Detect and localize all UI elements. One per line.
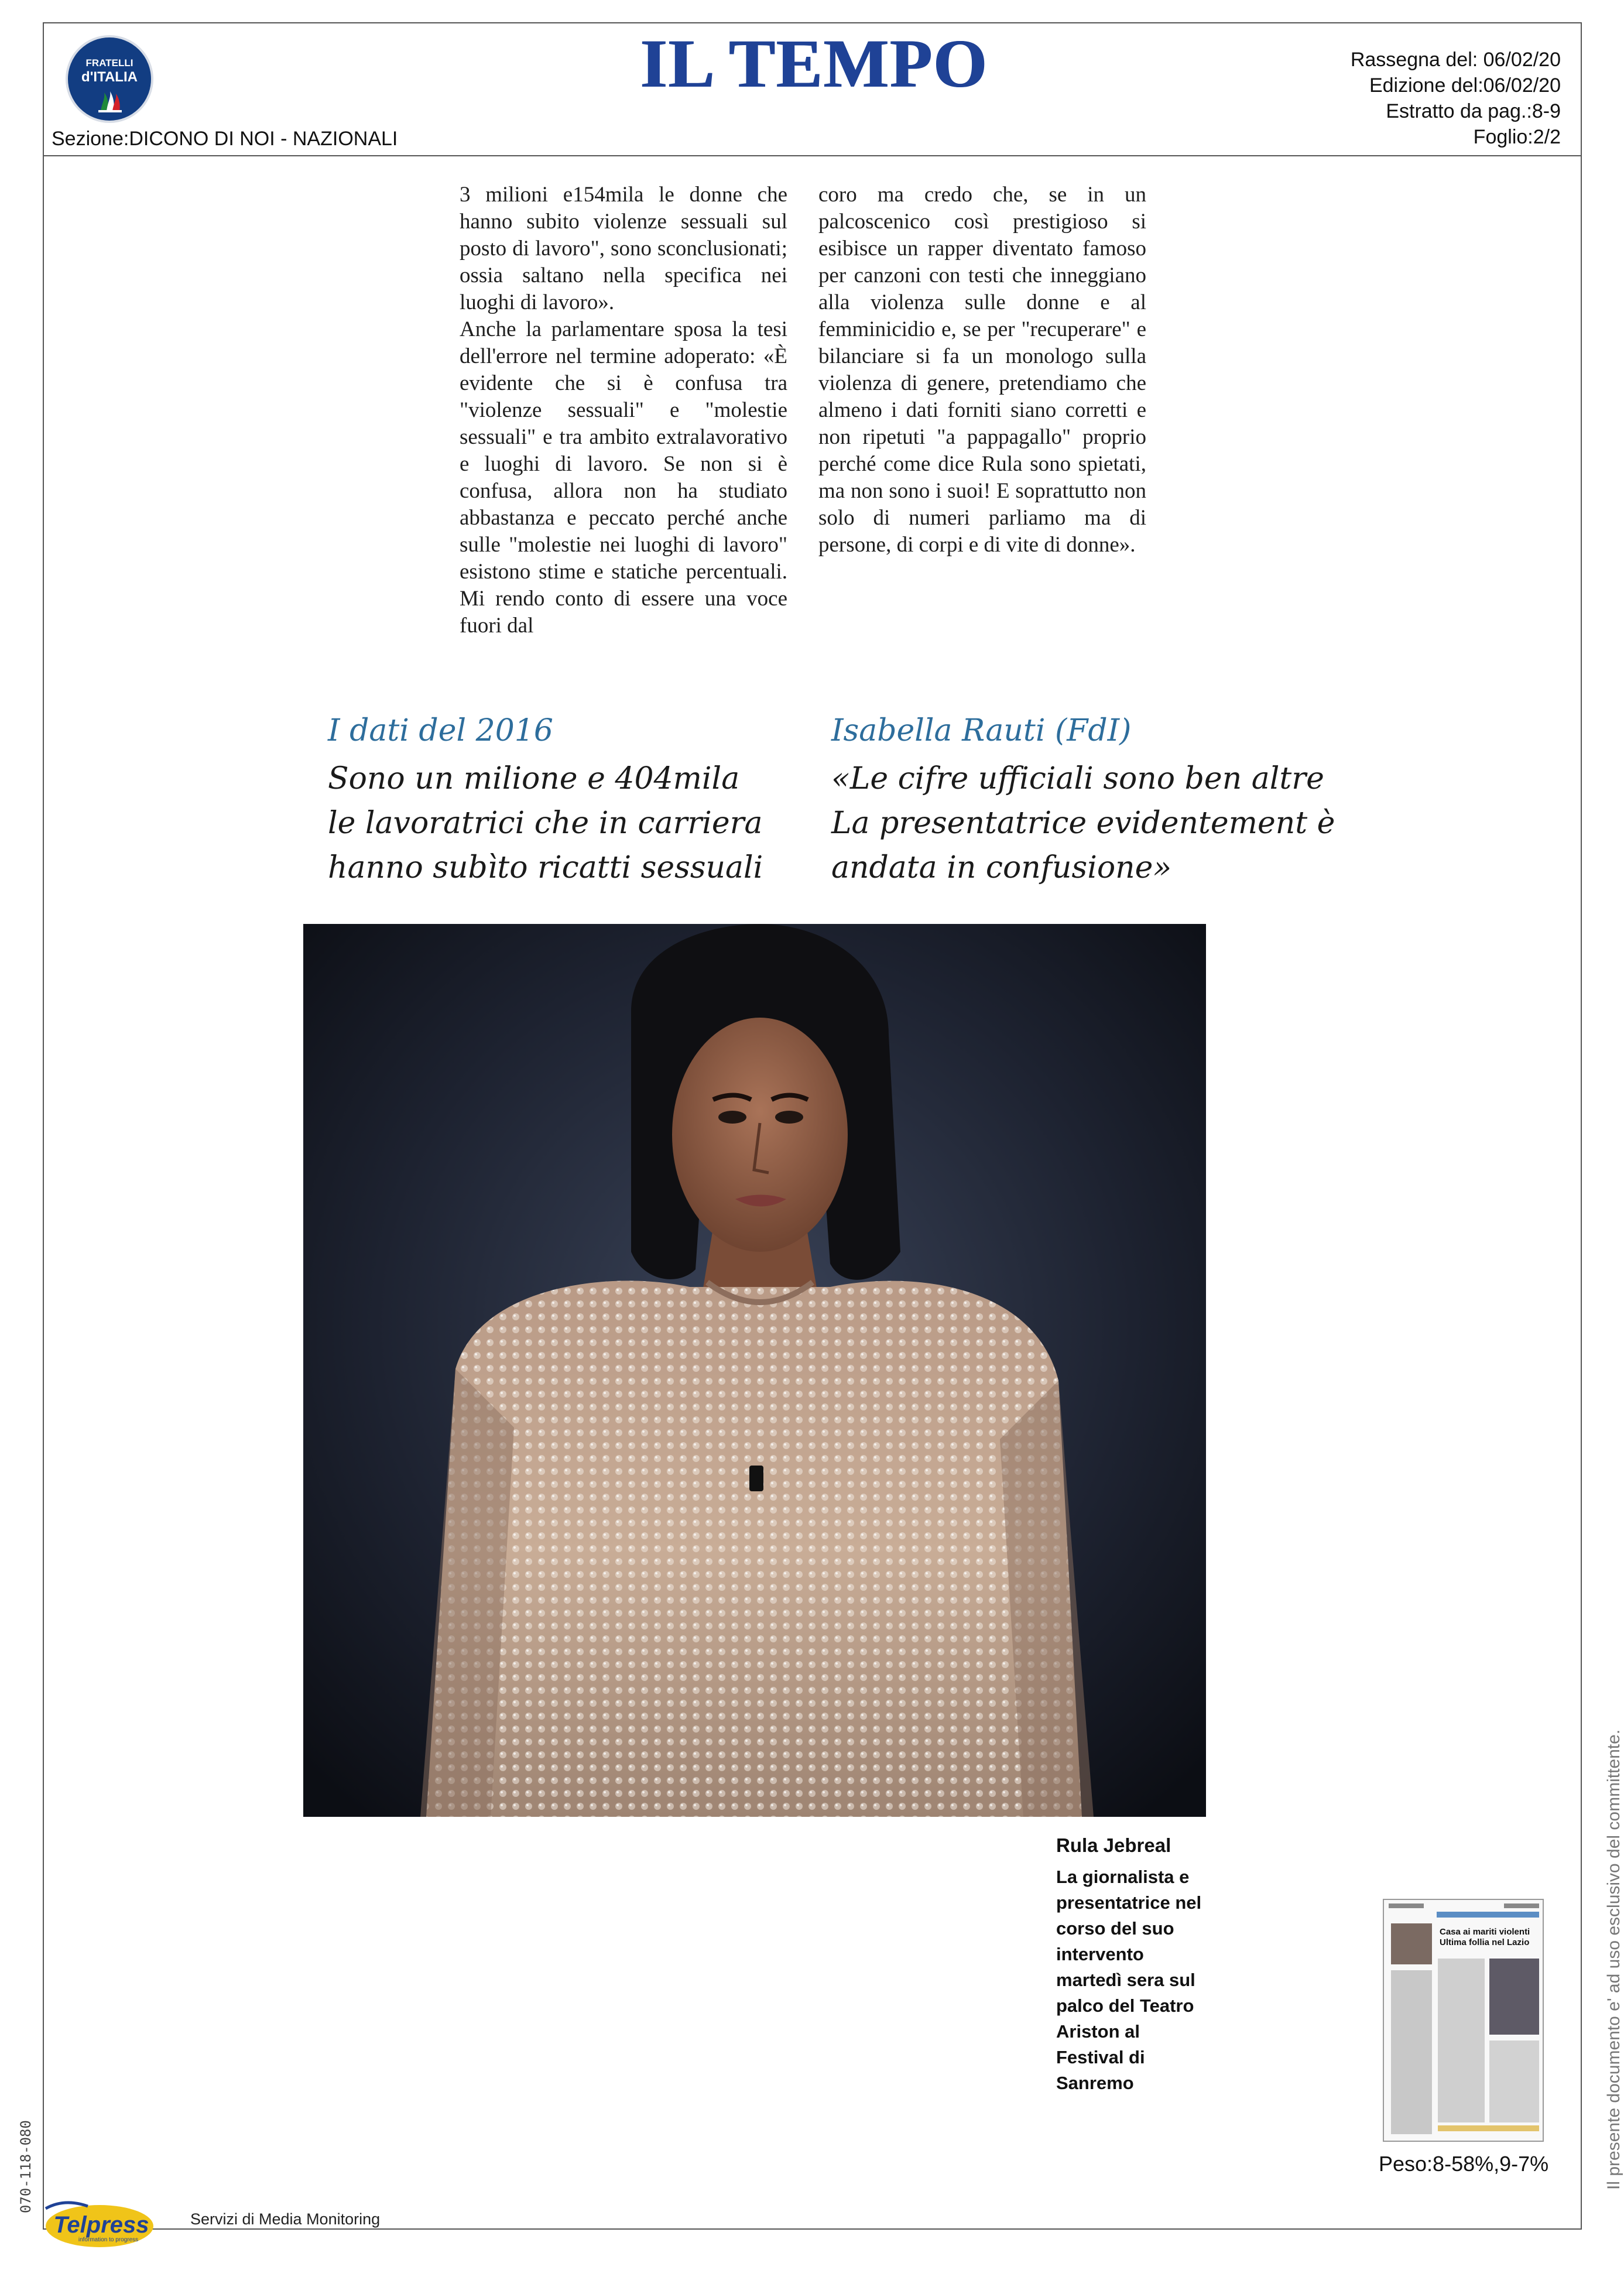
pullquote-line: hanno subìto ricatti sessuali [328, 850, 763, 885]
pullquote-left-kicker: I dati del 2016 [328, 713, 553, 748]
pullquote-line: La presentatrice evidentement è [831, 806, 1335, 841]
thumbnail-headline: Casa ai mariti violenti Ultima follia nel Lazio [1440, 1927, 1530, 1947]
pullquote-left [328, 756, 763, 890]
presenter-photo-illustration [303, 924, 1206, 1817]
telpress-brand: Telpress [53, 2212, 149, 2238]
pullquote-right [831, 756, 1335, 890]
article-paragraph: Anche la parlamentare sposa la tesi dell'errore nel termine adoperato: «È evidente che si è confusa tra "violenze sessuali" e "molestie sessuali" e tra ambito extralavorativo e luoghi di lavoro. Se non si è confusa, allora non ha studiato abbastanza e peccato perché anche sulle "molestie nei luoghi di lavoro" esistono stime e statiche percentuali. Mi rendo conto di essere una voce fuori dal [460, 317, 787, 638]
caption-name: Rula Jebreal [1056, 1834, 1171, 1856]
foglio-count: Foglio:2/2 [1473, 126, 1561, 148]
article-photo [303, 924, 1206, 1817]
logo-line2: d'ITALIA [81, 69, 138, 85]
article-paragraph: coro ma credo che, se in un palcoscenico così prestigioso si esibisce un rapper diventato famoso per canzoni con testi che inneggiano alla violenza sulle donne e al femminicidio e, se per "recuperare" e bilanciare si fa un monologo sulla violenza di genere, pretendiamo che almeno i dati forniti siano corretti e non ripetuti "a pappagallo" proprio perché come dice Rula sono spietati, ma non sono i suoi! E soprattutto non solo di numeri parliamo ma di persone, di corpi e di vite di donne». [818, 183, 1146, 557]
tricolor-flame-icon [96, 91, 124, 112]
newspaper-masthead: IL TEMPO [639, 25, 988, 102]
pullquote-line: «Le cifre ufficiali sono ben altre [831, 761, 1324, 796]
fratelli-ditalia-logo [66, 35, 153, 123]
edizione-date: Edizione del:06/02/20 [1369, 74, 1561, 97]
usage-notice: Il presente documento e' ad uso esclusivo del committente. [1604, 1729, 1623, 2190]
article-column-1 [460, 182, 787, 639]
estratto-pages: Estratto da pag.:8-9 [1386, 100, 1561, 122]
pullquote-line: le lavoratrici che in carriera [328, 806, 763, 841]
pullquote-line: Sono un milione e 404mila [328, 761, 740, 796]
article-paragraph: 3 milioni e154mila le donne che hanno subito violenze sessuali sul posto di lavoro", sono sconclusionati; ossia saltano nella specifica nei luoghi di lavoro». [460, 183, 787, 314]
caption-text: La giornalista e presentatrice nel corso del suo intervento martedì sera sul palco del Teatro Ariston al Festival di Sanremo [1056, 1867, 1202, 2093]
article-column-2 [818, 182, 1146, 559]
page-thumbnail[interactable] [1383, 1899, 1544, 2142]
peso-label: Peso:8-58%,9-7% [1379, 2152, 1549, 2176]
review-metadata [1351, 47, 1561, 150]
footer-service: Servizi di Media Monitoring [190, 2210, 381, 2228]
pullquote-right-kicker: Isabella Rauti (FdI) [831, 713, 1132, 748]
logo-line1: FRATELLI [85, 57, 133, 69]
telpress-logo [41, 2196, 155, 2251]
section-label: Sezione:DICONO DI NOI - NAZIONALI [52, 128, 398, 150]
pullquote-line: andata in confusione» [831, 850, 1172, 885]
header-divider [43, 155, 1582, 156]
telpress-tagline: information to progress [78, 2237, 139, 2243]
rassegna-date: Rassegna del: 06/02/20 [1350, 49, 1561, 71]
document-code: 070-118-080 [18, 2120, 34, 2213]
